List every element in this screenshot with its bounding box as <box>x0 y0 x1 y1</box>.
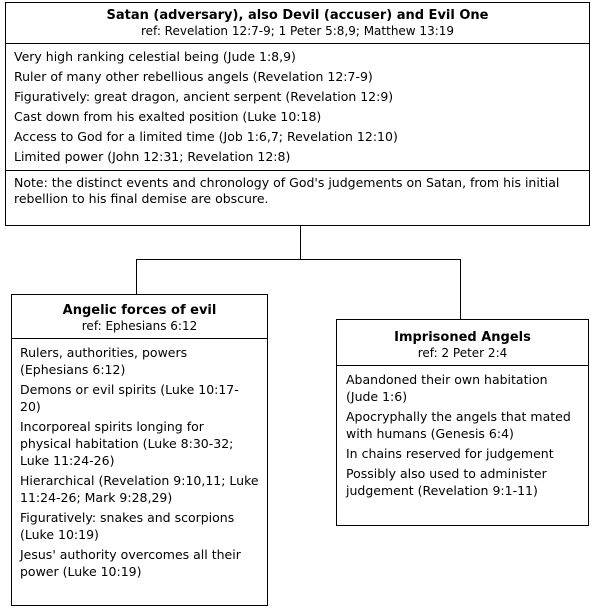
angelic-forces-ref: ref: Ephesians 6:12 <box>81 319 198 333</box>
angelic-forces-title: Angelic forces of evil <box>62 303 217 318</box>
angelic-forces-header <box>12 295 267 338</box>
angelic-forces-box <box>11 294 268 606</box>
satan-box-note: Note: the distinct events and chronology of God's judgements on Satan, from his initial rebellion to his final demise are obscure. <box>14 175 560 206</box>
list-item: Figuratively: snakes and scorpions (Luke 10:19) <box>20 510 235 542</box>
list-item: Incorporeal spirits longing for physical habitation (Luke 8:30-32; Luke 11:24-26) <box>20 419 234 468</box>
list-item: Ruler of many other rebellious angels (Revelation 12:7-9) <box>14 69 373 84</box>
connector-vertical-left <box>136 259 137 294</box>
imprisoned-angels-list <box>337 366 588 507</box>
connector-vertical-top <box>300 226 301 259</box>
list-item: Figuratively: great dragon, ancient serpent (Revelation 12:9) <box>14 89 394 104</box>
list-item: Limited power (John 12:31; Revelation 12:8) <box>14 149 291 164</box>
imprisoned-angels-title: Imprisoned Angels <box>394 330 531 345</box>
list-item: Very high ranking celestial being (Jude 1:8,9) <box>14 49 296 64</box>
list-item: Cast down from his exalted position (Luke 10:18) <box>14 109 322 124</box>
list-item: Access to God for a limited time (Job 1:6,7; Revelation 12:10) <box>14 129 398 144</box>
list-item: Jesus' authority overcomes all their power (Luke 10:19) <box>20 547 241 579</box>
imprisoned-angels-header <box>337 320 588 365</box>
connector-horizontal <box>136 259 461 260</box>
list-item: Hierarchical (Revelation 9:10,11; Luke 11:24-26; Mark 9:28,29) <box>20 473 259 505</box>
list-item: Rulers, authorities, powers (Ephesians 6:12) <box>20 345 188 377</box>
list-item: Possibly also used to administer judgement (Revelation 9:1-11) <box>346 466 547 498</box>
list-item: Apocryphally the angels that mated with humans (Genesis 6:4) <box>346 409 571 441</box>
satan-box-header <box>6 3 589 43</box>
satan-box-title: Satan (adversary), also Devil (accuser) and Evil One <box>106 8 489 23</box>
satan-box <box>5 2 590 226</box>
imprisoned-angels-box <box>336 319 589 526</box>
list-item: Abandoned their own habitation (Jude 1:6) <box>346 372 548 404</box>
connector-vertical-right <box>460 259 461 319</box>
list-item: In chains reserved for judgement <box>346 446 554 461</box>
angelic-forces-list <box>12 339 267 588</box>
imprisoned-angels-ref: ref: 2 Peter 2:4 <box>417 346 508 360</box>
list-item: Demons or evil spirits (Luke 10:17-20) <box>20 382 239 414</box>
satan-box-ref: ref: Revelation 12:7-9; 1 Peter 5:8,9; Matthew 13:19 <box>140 24 455 38</box>
satan-box-list <box>6 44 589 170</box>
